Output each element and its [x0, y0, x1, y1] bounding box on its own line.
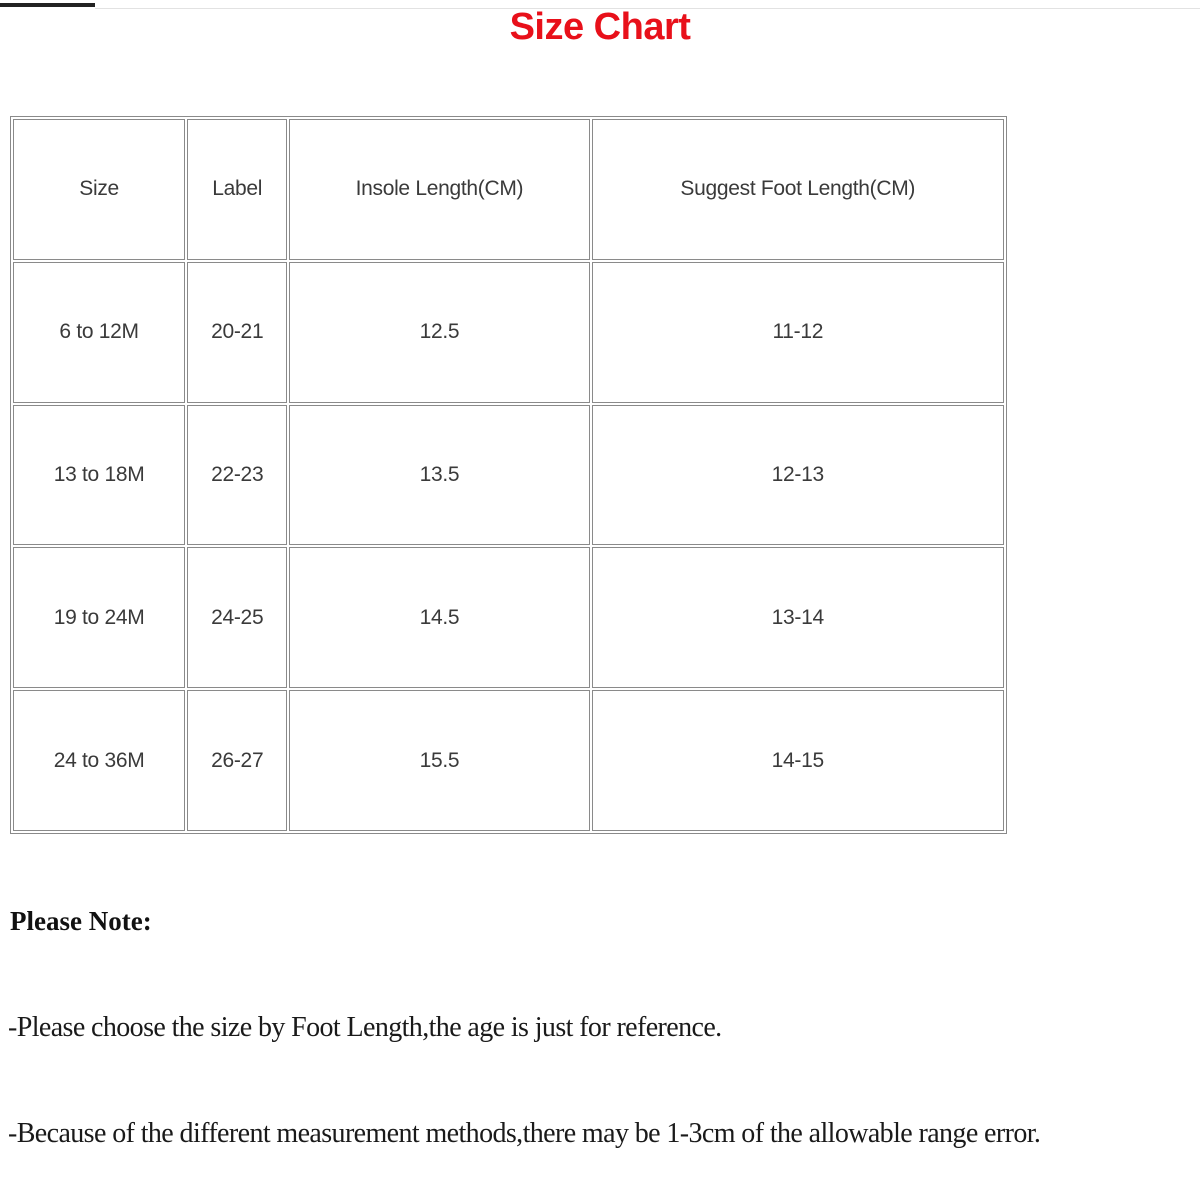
- header-cell-insole-length: Insole Length(CM): [289, 119, 589, 260]
- header-cell-label: Label: [187, 119, 287, 260]
- cell-insole-length: 12.5: [289, 262, 589, 403]
- table-row: [13, 405, 1004, 546]
- cell-insole-length: 13.5: [289, 405, 589, 546]
- cell-size: 19 to 24M: [13, 547, 185, 688]
- cell-insole-length: 14.5: [289, 547, 589, 688]
- header-cell-foot-length: Suggest Foot Length(CM): [592, 119, 1004, 260]
- cell-foot-length: 13-14: [592, 547, 1004, 688]
- size-chart-table: [10, 116, 1007, 834]
- cell-size: 24 to 36M: [13, 690, 185, 831]
- table-row: [13, 690, 1004, 831]
- note-line-foot-length: -Please choose the size by Foot Length,the age is just for reference.: [8, 1012, 722, 1043]
- cell-foot-length: 14-15: [592, 690, 1004, 831]
- table-row: [13, 262, 1004, 403]
- note-line-measurement-error: -Because of the different measurement methods,there may be 1-3cm of the allowable range error.: [8, 1118, 1041, 1149]
- note-heading: Please Note:: [10, 906, 152, 936]
- cell-label: 24-25: [187, 547, 287, 688]
- header-cell-size: Size: [13, 119, 185, 260]
- cell-size: 6 to 12M: [13, 262, 185, 403]
- cell-size: 13 to 18M: [13, 405, 185, 546]
- cell-foot-length: 11-12: [592, 262, 1004, 403]
- table-row: [13, 547, 1004, 688]
- cell-label: 26-27: [187, 690, 287, 831]
- cell-insole-length: 15.5: [289, 690, 589, 831]
- cell-label: 22-23: [187, 405, 287, 546]
- cell-label: 20-21: [187, 262, 287, 403]
- cell-foot-length: 12-13: [592, 405, 1004, 546]
- page-title: Size Chart: [509, 6, 691, 48]
- table-header-row: [13, 119, 1004, 260]
